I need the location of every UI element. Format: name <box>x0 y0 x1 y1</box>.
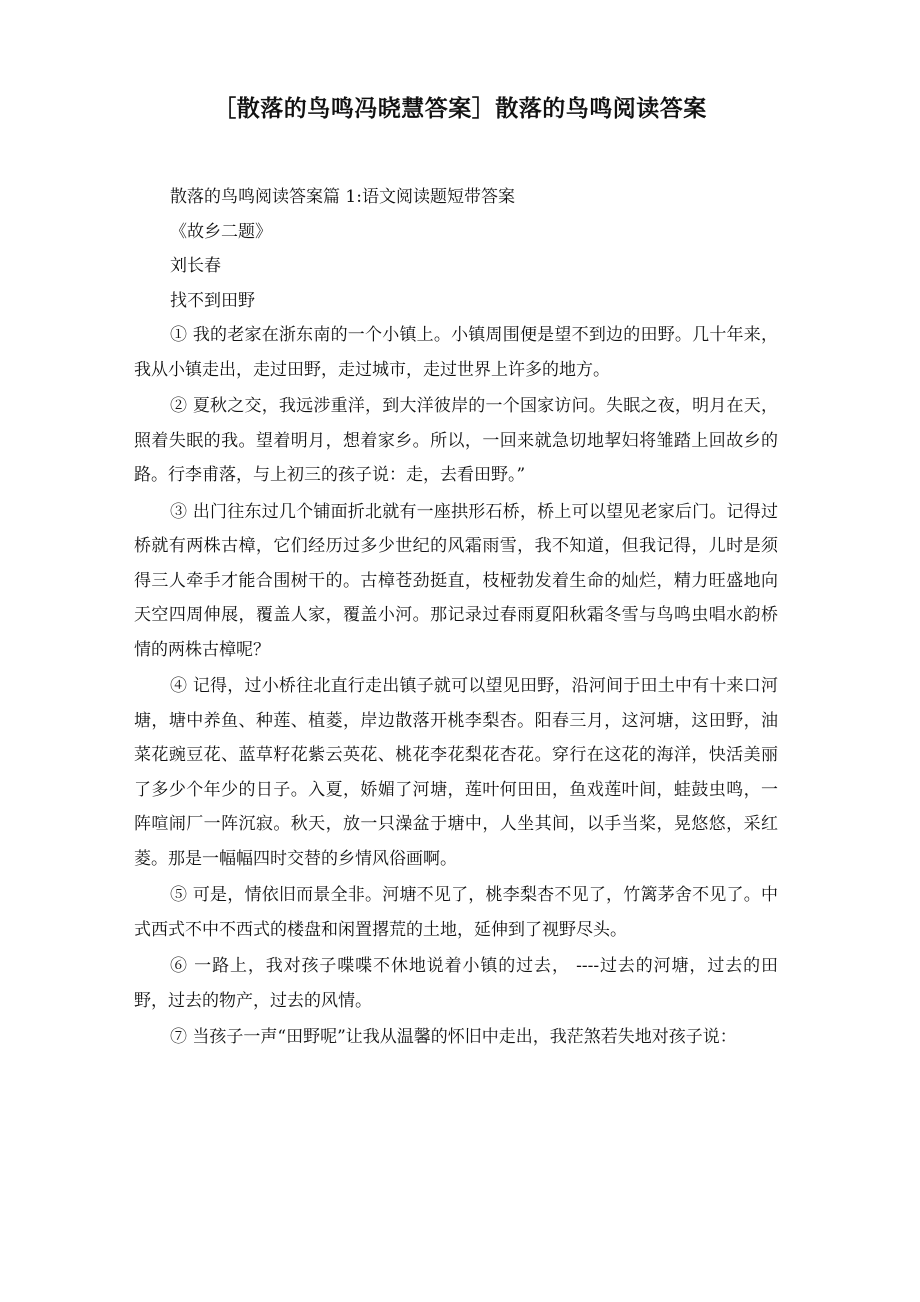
paragraph-2: ② 夏秋之交，我远涉重洋，到大洋彼岸的一个国家访问。失眠之夜，明月在天，照着失眠的我。望着明月，想着家乡。所以，一回来就急切地挈妇将雏踏上回故乡的路。行李甫落，与上初三的孩子说：走，去看田野。” <box>134 396 778 485</box>
paragraph-4: ④ 记得，过小桥往北直行走出镇子就可以望见田野，沿河间于田土中有十来口河塘，塘中养鱼、种莲、植菱，岸边散落开桃李梨杏。阳春三月，这河塘，这田野，油菜花豌豆花、蓝草籽花紫云英花、桃花李花梨花杏花。穿行在这花的海洋，快活美丽了多少个年少的日子。入夏，娇媚了河塘，莲叶何田田，鱼戏莲叶间，蛙鼓虫鸣，一阵喧闹厂一阵沉寂。秋天，放一只澡盆于塘中，人坐其间，以手当桨，晃悠悠，采红菱。那是一幅幅四时交替的乡情风俗画啊。 <box>134 676 778 869</box>
author-name: 刘长春 <box>170 256 221 276</box>
article-body <box>134 180 778 1055</box>
paragraph-6: ⑥ 一路上，我对孩子喋喋不休地说着小镇的过去， ----过去的河塘，过去的田野，过去的物产，过去的风情。 <box>134 956 778 1011</box>
paragraph-1: ① 我的老家在浙东南的一个小镇上。小镇周围便是望不到边的田野。几十年来，我从小镇走出，走过田野，走过城市，走过世界上许多的地方。 <box>134 325 778 380</box>
work-title: 《故乡二题》 <box>170 221 272 242</box>
paragraph-3: ③ 出门往东过几个铺面折北就有一座拱形石桥，桥上可以望见老家后门。记得过桥就有两株古樟，它们经历过多少世纪的风霜雨雪，我不知道，但我记得，儿时是须得三人牵手才能合围树干的。古樟苍劲挺直，枝桠勃发着生命的灿烂，精力旺盛地向天空四周伸展，覆盖人家，覆盖小河。那记录过春雨夏阳秋霜冬雪与鸟鸣虫唱水韵桥情的两株古樟呢？ <box>134 501 778 660</box>
paragraph-5: ⑤ 可是，情依旧而景全非。河塘不见了，桃李梨杏不见了，竹篱茅舍不见了。中式西式不中不西式的楼盘和闲置撂荒的土地，延伸到了视野尽头。 <box>134 885 778 940</box>
paragraph-7: ⑦ 当孩子一声“田野呢”让我从温馨的怀旧中走出，我茫煞若失地对孩子说： <box>170 1027 737 1047</box>
document-title: ［散落的鸟鸣冯晓慧答案］散落的鸟鸣阅读答案 <box>213 96 707 122</box>
heading-line: 散落的鸟鸣阅读答案篇 1:语文阅读题短带答案 <box>170 187 515 207</box>
section-title: 找不到田野 <box>170 290 255 311</box>
